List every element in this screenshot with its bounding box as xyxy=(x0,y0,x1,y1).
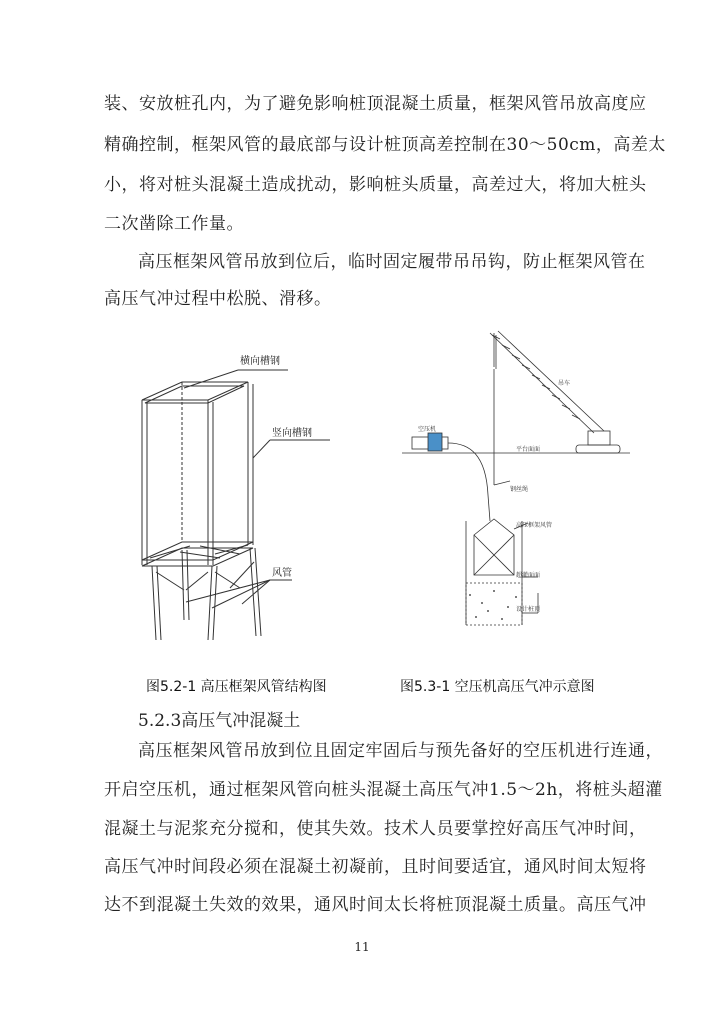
text-line: 精确控制，框架风管的最底部与设计桩顶高差控制在30～50cm，高差太 xyxy=(104,135,666,155)
text-line: 开启空压机，通过框架风管向桩头混凝土高压气冲1.5～2h，将桩头超灌 xyxy=(104,780,663,800)
text-line: 高压气冲时间段必须在混凝土初凝前，且时间要适宜，通风时间太短将 xyxy=(104,857,647,877)
text-line: 小，将对桩头混凝土造成扰动，影响桩头质量，高差过大，将加大桩头 xyxy=(104,175,647,195)
text-line: 高压框架风管吊放到位后，临时固定履带吊吊钩，防止框架风管在 xyxy=(138,252,646,272)
label-wire: 钢丝绳 xyxy=(510,486,529,493)
page-number: 11 xyxy=(354,940,370,954)
section-heading: 5.2.3高压气冲混凝土 xyxy=(138,711,301,731)
label-compressor: 空压机 xyxy=(418,426,437,433)
label-design-top: 设计桩顶 xyxy=(516,606,541,613)
text-line: 高压气冲过程中松脱、滑移。 xyxy=(104,289,332,309)
figure1-caption: 图5.2-1 高压框架风管结构图 xyxy=(146,679,327,695)
figure2-caption: 图5.3-1 空压机高压气冲示意图 xyxy=(400,679,595,695)
text-line: 高压框架风管吊放到位且固定牢固后与预先备好的空压机进行连通， xyxy=(138,741,663,761)
label-transverse: 横向槽钢 xyxy=(240,356,280,367)
label-platform: 平台面面 xyxy=(516,446,541,453)
label-frame-duct: 高压框架风管 xyxy=(516,522,553,529)
text-line: 混凝土与泥浆充分搅和，使其失效。技术人员要掌控好高压气冲时间， xyxy=(104,819,647,839)
frame-duct-figure xyxy=(120,340,380,640)
text-line: 达不到混凝土失效的效果，通风时间太长将桩顶混凝土质量。高压气冲 xyxy=(104,895,647,915)
text-line: 装、安放桩孔内，为了避免影响桩顶混凝土质量，框架风管吊放高度应 xyxy=(104,94,647,114)
compressor-schematic-figure xyxy=(398,325,638,645)
label-duct: 风管 xyxy=(272,568,292,579)
label-crane: 吊车 xyxy=(558,380,571,387)
text-line: 二次凿除工作量。 xyxy=(104,214,244,234)
label-vertical: 竖向槽钢 xyxy=(272,428,312,439)
label-overpour: 超灌面面 xyxy=(516,572,541,579)
